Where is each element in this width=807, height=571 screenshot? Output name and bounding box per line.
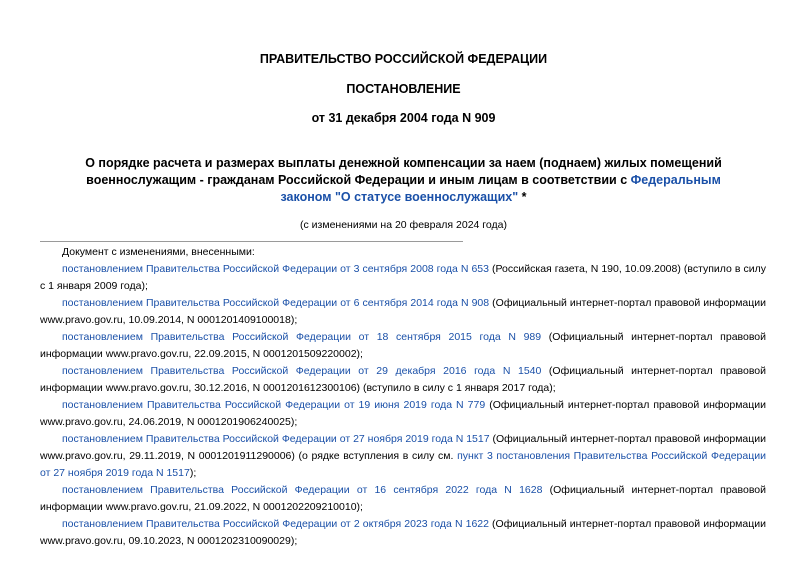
amendment-link[interactable]: постановлением Правительства Российской Федерации от 18 сентября 2015 года N 989 [62, 331, 542, 343]
amendment-effective-link[interactable]: пункт 3 постановления Правительства Российской Федерации от 27 ноября 2019 года N 1517 [40, 450, 766, 479]
document-date-number: от 31 декабря 2004 года N 909 [311, 111, 496, 125]
amendment-link[interactable]: постановлением Правительства Российской Федерации от 2 октября 2023 года N 1622 [62, 518, 489, 530]
amendment-source: (Российская газета, N 190, 10.09.2008) (вступило в силу с 1 января 2009 года); [40, 263, 766, 292]
amendment-item [40, 329, 766, 363]
amendment-source-end: ); [189, 467, 197, 479]
amendment-link[interactable]: постановлением Правительства Российской Федерации от 19 июня 2019 года N 779 [62, 399, 486, 411]
title-text: О порядке расчета и размерах выплаты денежной компенсации за наем (поднаем) жилых помещений военнослужащим - гражданам Российской Федерации и иным лицам в соответствии с [85, 156, 722, 187]
amendment-source-cont: рядке вступления в силу см. [311, 450, 458, 462]
amendments-intro: Документ с изменениями, внесенными: [62, 246, 255, 258]
divider [40, 241, 463, 242]
amendment-source: (Официальный интернет-портал правовой информации www.pravo.gov.ru, 22.09.2015, N 0001201509220002); [40, 331, 766, 360]
amendment-item [40, 295, 766, 329]
amendment-source: (Официальный интернет-портал правовой информации www.pravo.gov.ru, 09.10.2023, N 0001202310090029); [40, 518, 766, 547]
amendment-source: (Официальный интернет-портал правовой информации www.pravo.gov.ru, 24.06.2019, N 0001201906240025); [40, 399, 766, 428]
amendment-item [40, 516, 766, 550]
amendment-source: (Официальный интернет-портал правовой информации www.pravo.gov.ru, 10.09.2014, N 0001201409100018); [40, 297, 767, 326]
amendment-source: (Официальный интернет-портал правовой информации www.pravo.gov.ru, 21.09.2022, N 0001202209210010); [40, 484, 766, 513]
federal-law-link[interactable]: Федеральным законом "О статусе военнослужащих" [280, 173, 721, 204]
document-type-heading: ПОСТАНОВЛЕНИЕ [346, 82, 461, 96]
amendment-source: (Официальный интернет-портал правовой информации www.pravo.gov.ru, 29.11.2019, N 0001201911290006) (о [40, 433, 766, 462]
amendment-link[interactable]: постановлением Правительства Российской Федерации от 16 сентября 2022 года N 1628 [62, 484, 543, 496]
government-heading: ПРАВИТЕЛЬСТВО РОССИЙСКОЙ ФЕДЕРАЦИИ [259, 52, 548, 66]
amendment-item [40, 397, 766, 431]
amendment-source: (Официальный интернет-портал правовой информации www.pravo.gov.ru, 30.12.2016, N 0001201612300106) (вступило в силу с 1 января 2017 года); [40, 365, 766, 394]
changes-note: (с изменениями на 20 февраля 2024 года) [300, 219, 507, 231]
amendment-item [40, 261, 766, 295]
amendment-item [40, 431, 766, 482]
amendment-item [40, 363, 766, 397]
amendments-block [40, 244, 766, 550]
title-footnote-mark: * [518, 190, 527, 204]
amendment-link[interactable]: постановлением Правительства Российской Федерации от 27 ноября 2019 года N 1517 [62, 433, 490, 445]
amendment-link[interactable]: постановлением Правительства Российской Федерации от 3 сентября 2008 года N 653 [62, 263, 489, 275]
amendment-link[interactable]: постановлением Правительства Российской Федерации от 6 сентября 2014 года N 908 [62, 297, 490, 309]
document-title [60, 155, 747, 206]
amendment-item [40, 482, 766, 516]
amendment-link[interactable]: постановлением Правительства Российской Федерации от 29 декабря 2016 года N 1540 [62, 365, 542, 377]
